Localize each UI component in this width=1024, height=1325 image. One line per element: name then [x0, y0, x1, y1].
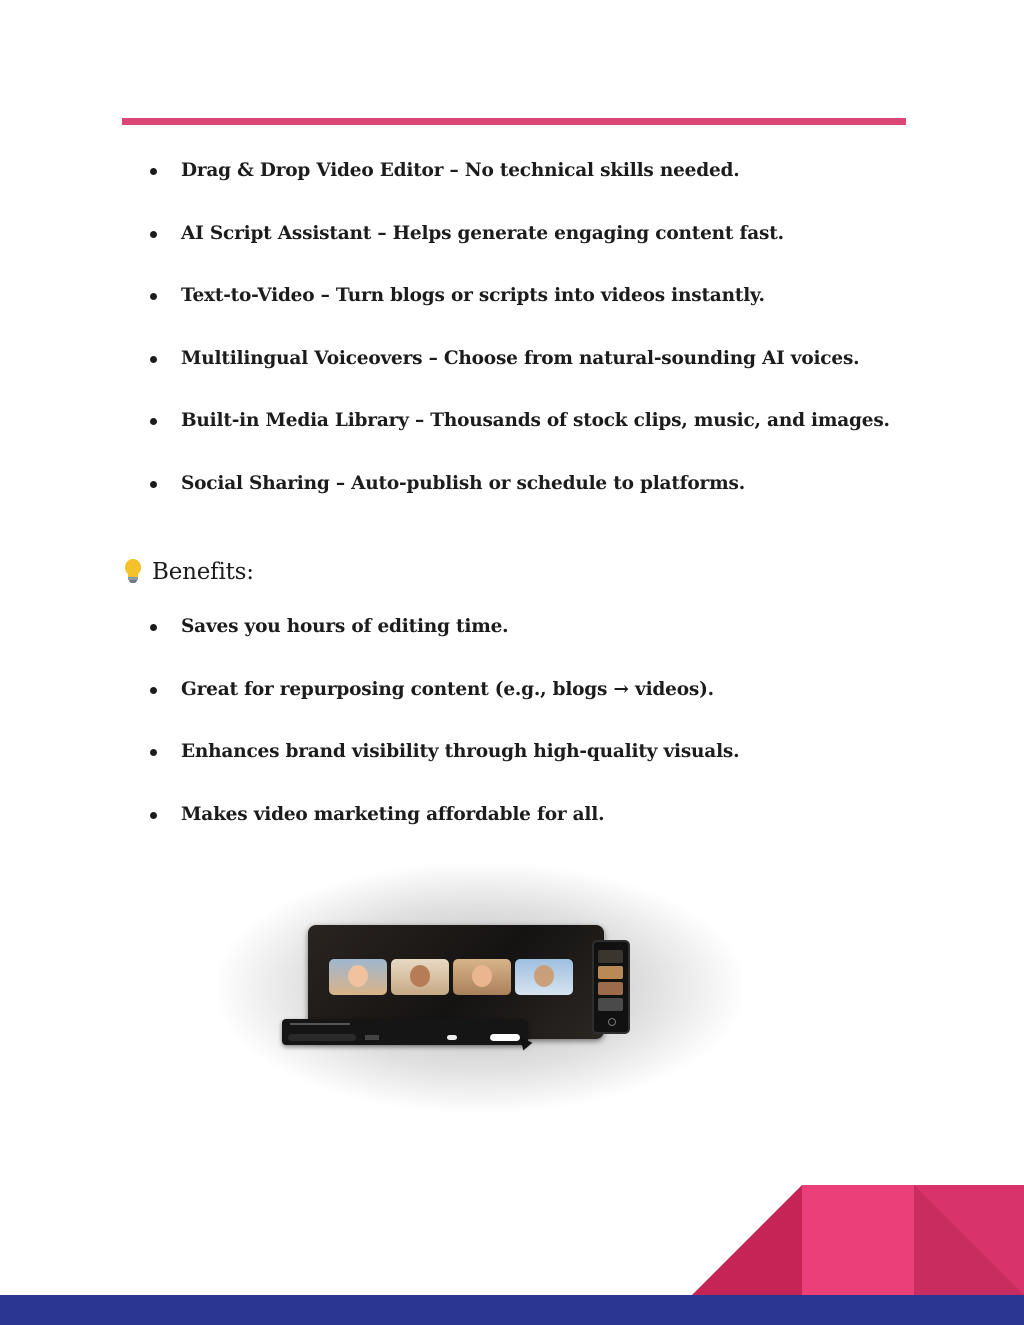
list-item: [150, 156, 890, 219]
benefit-text: Makes video marketing affordable for all.: [181, 803, 605, 825]
list-item: [150, 281, 890, 344]
footer-band: [0, 1295, 1024, 1325]
list-item: [150, 800, 739, 863]
list-item: [150, 469, 890, 532]
list-item: [150, 737, 739, 800]
character-thumbnail: [453, 959, 511, 995]
bullet-icon: [150, 168, 157, 175]
character-thumbnail: [391, 959, 449, 995]
feature-text: AI Script Assistant – Helps generate engaging content fast.: [181, 222, 784, 244]
feature-text: Built-in Media Library – Thousands of stock clips, music, and images.: [181, 410, 890, 432]
bullet-icon: [150, 481, 157, 488]
bullet-icon: [150, 356, 157, 363]
lightbulb-icon: [122, 558, 144, 586]
prompt-toolbar: [282, 1019, 528, 1045]
list-item: [150, 406, 890, 469]
top-accent-rule: [122, 118, 906, 125]
bullet-icon: [150, 687, 157, 694]
bullet-icon: [150, 749, 157, 756]
bullet-icon: [150, 812, 157, 819]
bullet-icon: [150, 231, 157, 238]
list-item: [150, 219, 890, 282]
video-app-mockup-image: [210, 860, 750, 1115]
benefit-text: Enhances brand visibility through high-quality visuals.: [181, 741, 740, 763]
features-list: [150, 156, 890, 532]
character-thumbnail: [515, 959, 573, 995]
bullet-icon: [150, 293, 157, 300]
feature-text: Drag & Drop Video Editor – No technical skills needed.: [181, 160, 740, 181]
footer-decoration: [692, 1185, 1024, 1295]
benefits-heading: [122, 556, 254, 588]
list-item: [150, 675, 739, 738]
feature-text: Social Sharing – Auto-publish or schedule to platforms.: [181, 472, 745, 494]
character-thumbnail: [329, 959, 387, 995]
feature-text: Text-to-Video – Turn blogs or scripts into videos instantly.: [181, 285, 765, 307]
list-item: [150, 612, 739, 675]
bullet-icon: [150, 418, 157, 425]
list-item: [150, 344, 890, 407]
bullet-icon: [150, 624, 157, 631]
benefit-text: Great for repurposing content (e.g., blogs → videos).: [181, 678, 714, 700]
benefits-list: [150, 612, 739, 862]
benefit-text: Saves you hours of editing time.: [181, 616, 509, 637]
phone-screen: [592, 940, 630, 1034]
benefits-heading-text: Benefits:: [152, 559, 254, 585]
feature-text: Multilingual Voiceovers – Choose from natural-sounding AI voices.: [181, 347, 860, 369]
